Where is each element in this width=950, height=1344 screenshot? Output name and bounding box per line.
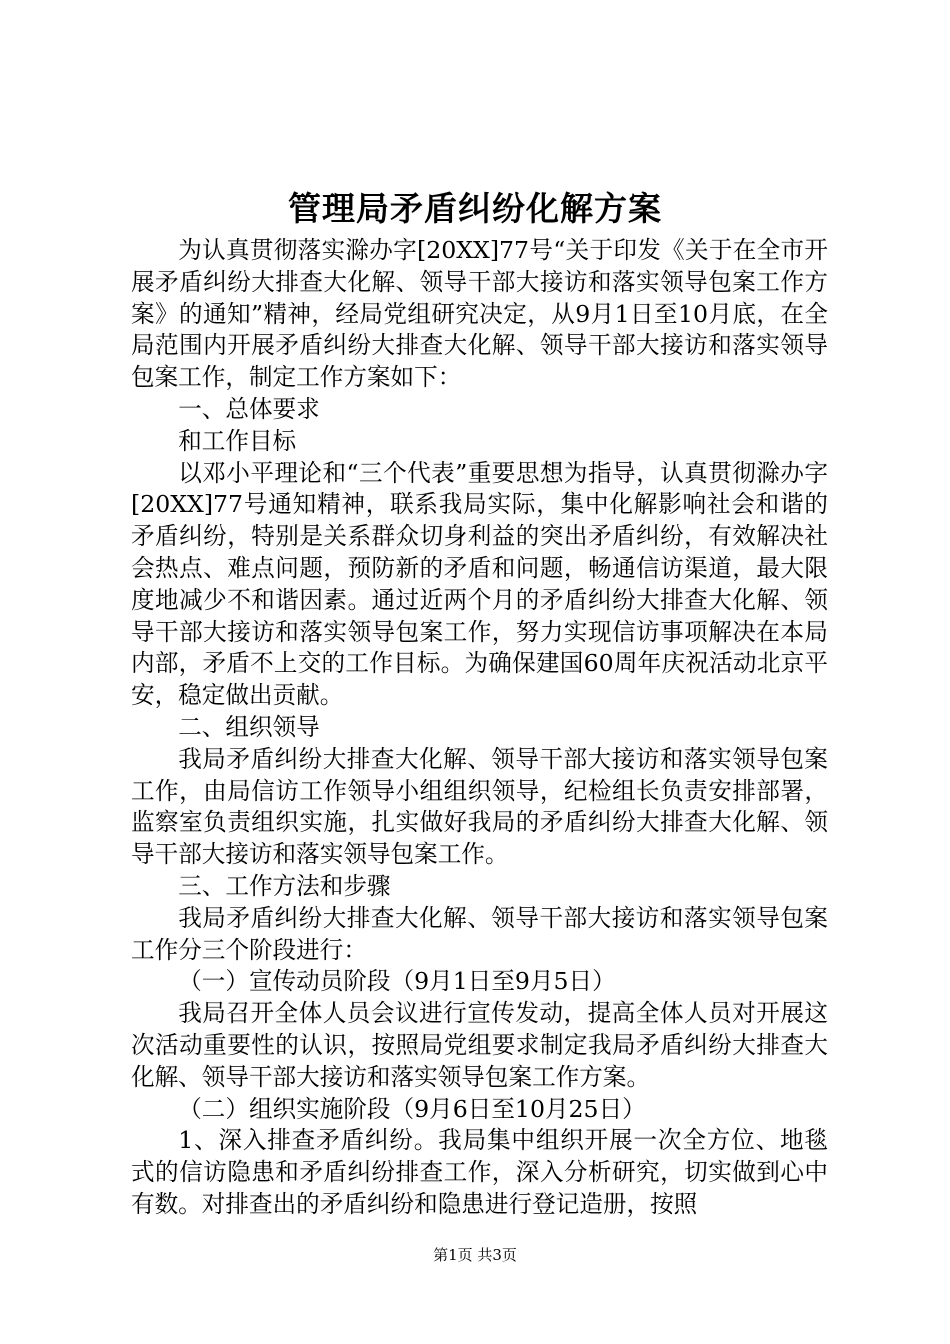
section-heading-1: 一、总体要求 xyxy=(178,394,320,423)
page-footer: 第1页 共3页 xyxy=(433,1246,517,1264)
intro-paragraph: 为认真贯彻落实滁办字[20XX]77号“关于印发《关于在全市开展矛盾纠纷大排查大化解、领导干部大接访和落实领导包案工作方案》的通知”精神，经局党组研究决定，从9月1日至10月底，在全局范围内开展矛盾纠纷大排查大化解、领导干部大接访和落实领导包案工作，制定工作方案如下： xyxy=(131,236,828,392)
subsection-heading-1: （一）宣传动员阶段（9月1日至9月5日） xyxy=(178,967,616,996)
body-paragraph: 以邓小平理论和“三个代表”重要思想为指导，认真贯彻滁办字[20XX]77号通知精神，联系我局实际，集中化解影响社会和谐的矛盾纠纷，特别是关系群众切身利益的突出矛盾纠纷，有效解决社会热点、难点问题，预防新的矛盾和问题，畅通信访渠道，最大限度地减少不和谐因素。通过近两个月的矛盾纠纷大排查大化解、领导干部大接访和落实领导包案工作，努力实现信访事项解决在本局内部，矛盾不上交的工作目标。为确保建国60周年庆祝活动北京平安，稳定做出贡献。 xyxy=(131,458,828,710)
section-heading-3: 三、工作方法和步骤 xyxy=(178,871,391,900)
body-paragraph: 我局矛盾纠纷大排查大化解、领导干部大接访和落实领导包案工作分三个阶段进行： xyxy=(131,903,828,964)
document-title: 管理局矛盾纠纷化解方案 xyxy=(288,189,662,228)
body-paragraph: 我局矛盾纠纷大排查大化解、领导干部大接访和落实领导包案工作，由局信访工作领导小组组织领导，纪检组长负责安排部署，监察室负责组织实施，扎实做好我局的矛盾纠纷大排查大化解、领导干部大接访和落实领导包案工作。 xyxy=(131,744,828,869)
subsection-heading-2: （二）组织实施阶段（9月6日至10月25日） xyxy=(178,1094,646,1123)
section-heading-1-continued: 和工作目标 xyxy=(178,426,297,455)
body-paragraph: 我局召开全体人员会议进行宣传发动，提高全体人员对开展这次活动重要性的认识，按照局党组要求制定我局矛盾纠纷大排查大化解、领导干部大接访和落实领导包案工作方案。 xyxy=(131,999,828,1091)
document-body xyxy=(131,235,828,1221)
section-heading-2: 二、组织领导 xyxy=(178,712,320,741)
body-paragraph: 1、深入排查矛盾纠纷。我局集中组织开展一次全方位、地毯式的信访隐患和矛盾纠纷排查工作，深入分析研究，切实做到心中有数。对排查出的矛盾纠纷和隐患进行登记造册，按照 xyxy=(131,1126,828,1218)
